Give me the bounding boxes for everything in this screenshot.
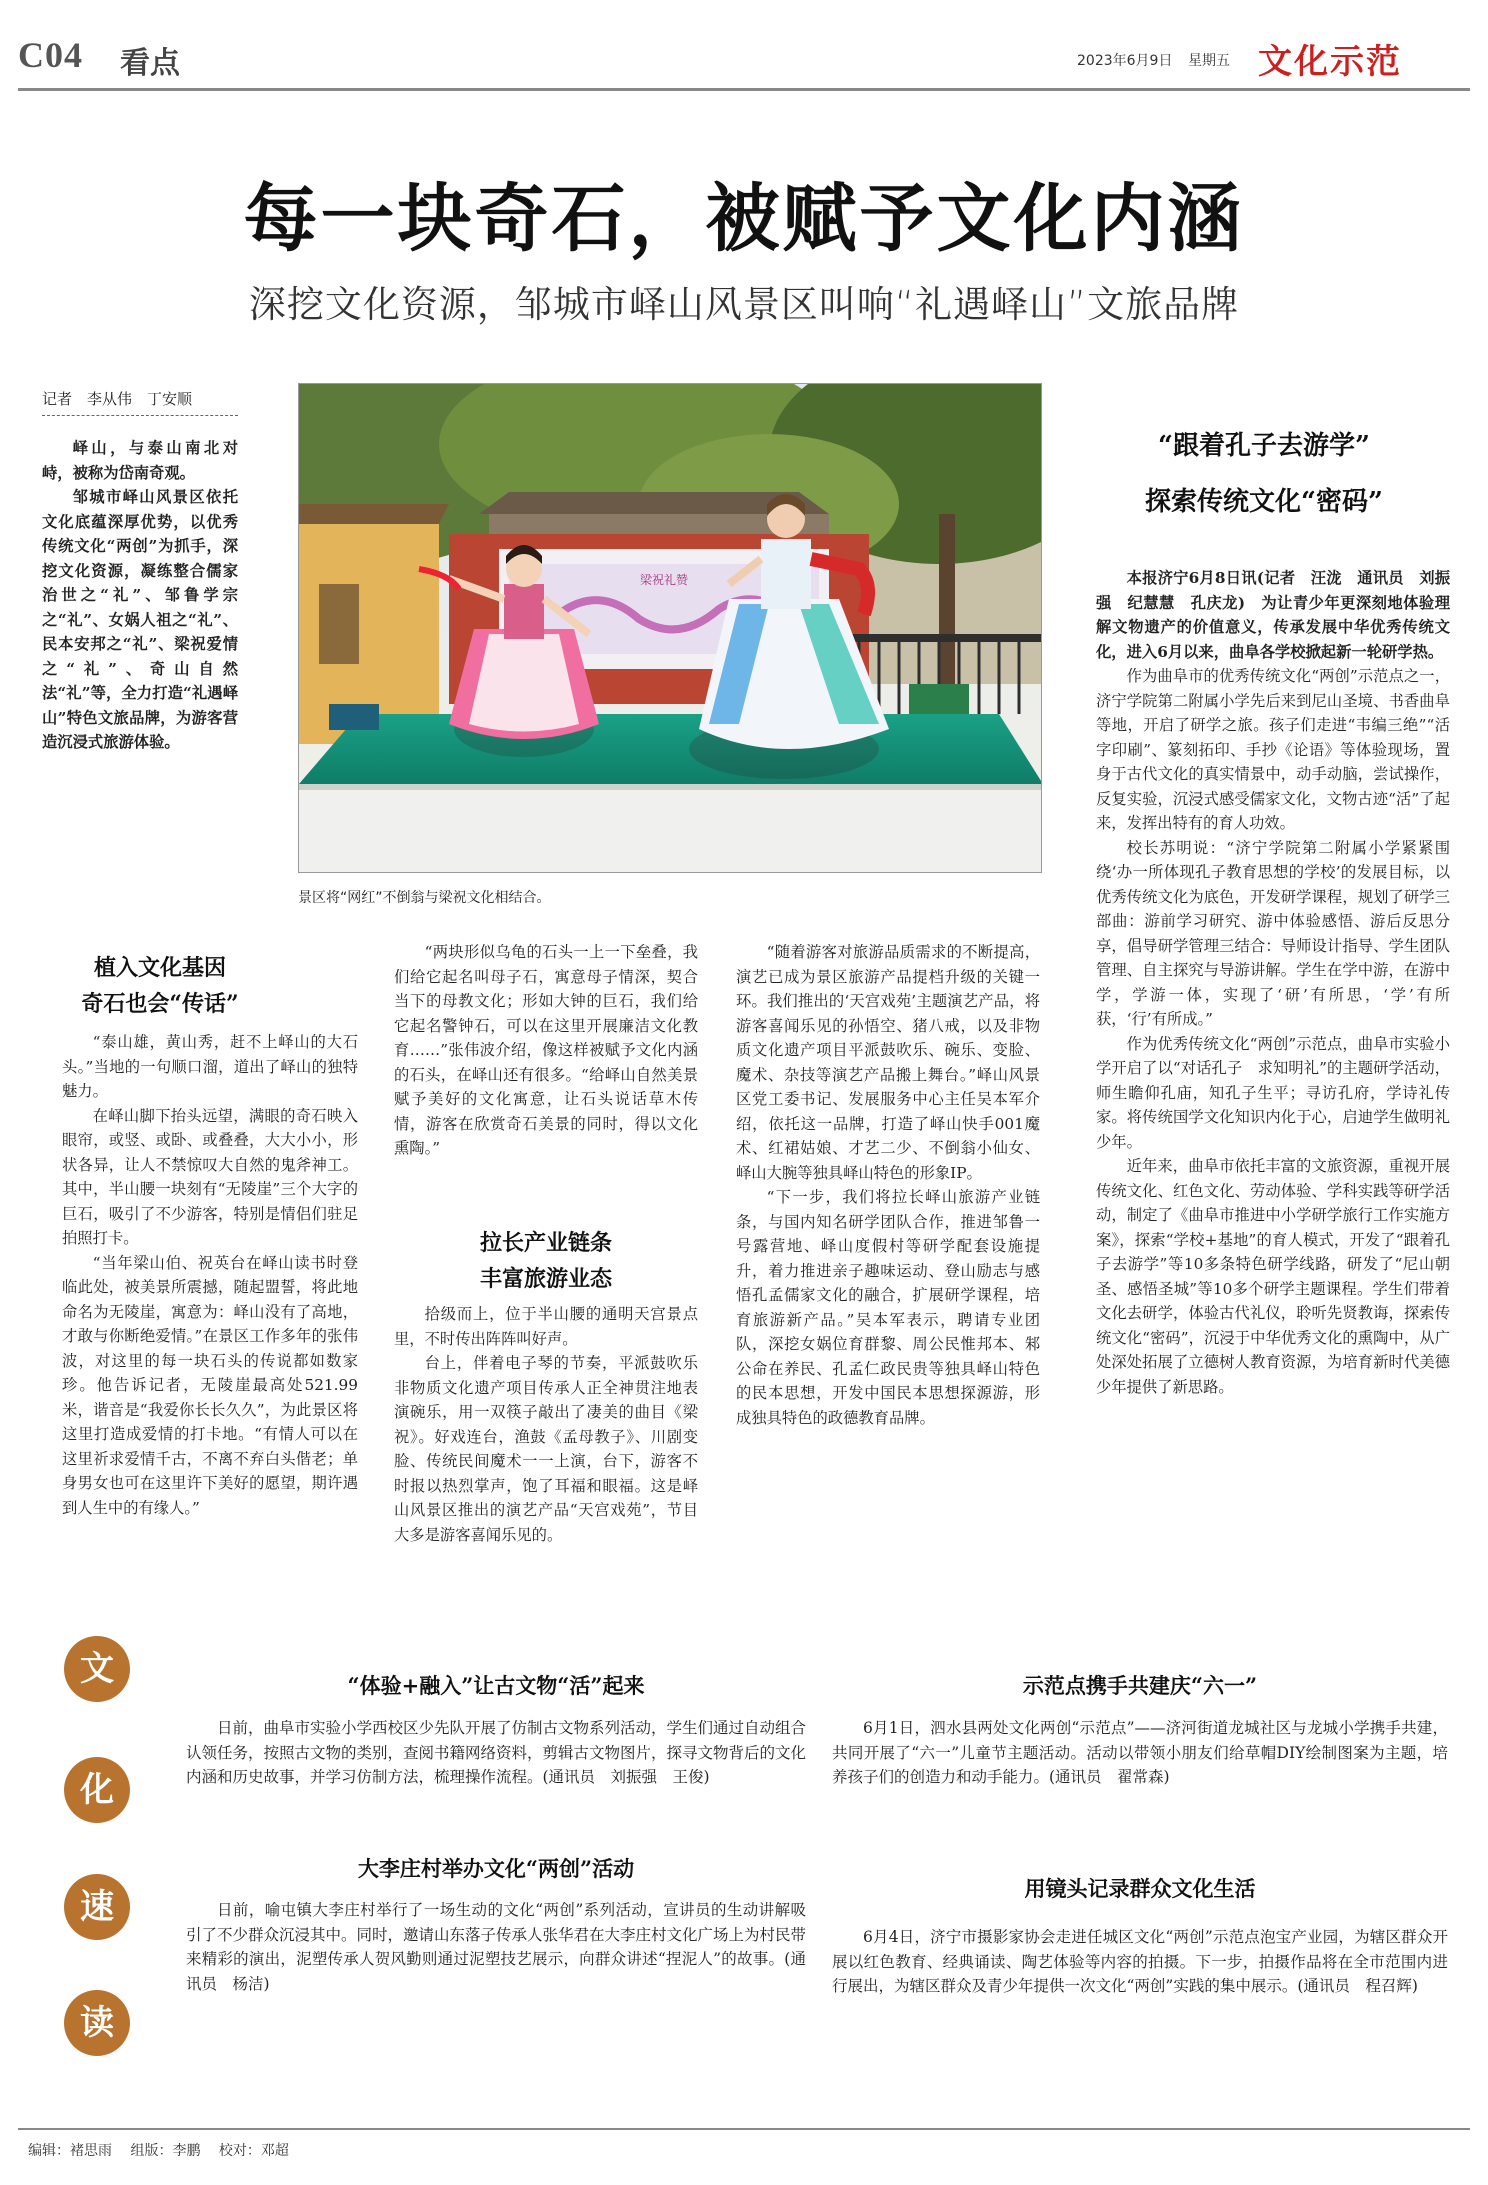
section1-title-line2: 奇石也会“传话” xyxy=(81,991,239,1017)
page-number: C04 xyxy=(18,35,83,75)
section1-title-line1: 植入文化基因 xyxy=(93,955,226,981)
news-title: 用镜头记录群众文化生活 xyxy=(1024,1876,1256,1901)
section3-paragraph: 近年来，曲阜市依托丰富的文旅资源，重视开展传统文化、红色文化、劳动体验、学科实践等研学活动，制定了《曲阜市推进中小学研学旅行工作实施方案》，探索“学校+基地”的育人模式，开发了“跟着孔子去游学”等10多条特色研学线路，研发了“尼山朝圣、感悟圣城”等10多个研学主题课程。学生们带着文化去研学，体验古代礼仪，聆听先贤教诲，探索传统文化“密码”，沉浸于中华优秀文化的熏陶中，从广处深处拓展了立德树人教育资源，为培育新时代美德少年提供了新思路。 xyxy=(1096,1157,1450,1396)
section2-paragraph: “下一步，我们将拉长峄山旅游产业链条，与国内知名研学团队合作，推进邹鲁一号露营地、峄山度假村等研学配套设施提升，着力推进亲子趣味运动、登山励志与感悟孔孟儒家文化的融合，扩展研学课程，培育旅游新产品。”吴本军表示，聘请专业团队，深挖女娲位育群黎、周公民惟邦本、邾公命在养民、孔孟仁政民贵等独具峄山特色的民本思想，开发中国民本思想探源游，形成独具特色的政德教育品牌。 xyxy=(736,1188,1040,1427)
section2-paragraph: 拾级而上，位于半山腰的通明天宫景点里，不时传出阵阵叫好声。 xyxy=(394,1305,698,1348)
news-body xyxy=(832,1716,1448,1790)
news-title: 示范点携手共建庆“六一” xyxy=(1022,1673,1258,1698)
section1-paragraph: “当年梁山伯、祝英台在峄山读书时登临此处，被美景所震撼，随起盟誓，将此地命名为无陵崖，寓意为：峄山没有了高地，才敢与你断绝爱情。”在景区工作多年的张伟波，对这里的每一块石头的传说都如数家珍。他告诉记者，无陵崖最高处521.99米，谐音是“我爱你长长久久”，为此景区将这里打造成爱情的打卡地。“有情人可以在这里祈求爱情千古，不离不弃白头偕老；单身男女也可在这里许下美好的愿望，期许遇到人生中的有缘人。” xyxy=(62,1253,358,1517)
section1-paragraph: 在峄山脚下抬头远望，满眼的奇石映入眼帘，或竖、或卧、或叠叠，大大小小，形状各异，让人不禁惊叹大自然的鬼斧神工。其中，半山腰一块刻有“无陵崖”三个大字的巨石，吸引了不少游客，特别是情侣们驻足拍照打卡。 xyxy=(62,1106,358,1247)
section3-dateline: 本报济宁6月8日讯(记者 汪泷 通讯员 刘振强 纪慧慧 孔庆龙) 为让青少年更深刻地体验理解文物遗产的价值意义，传承发展中华优秀传统文化，进入6月以来，曲阜各学校掀起新一轮研学热。 xyxy=(1096,569,1450,661)
section3-paragraph: 校长苏明说：“济宁学院第二附属小学紧紧围绕‘办一所体现孔子教育思想的学校’的发展目标，以优秀传统文化为底色，开发研学课程，规划了研学三部曲：游前学习研究、游中体验感悟、游后反思分享，倡导研学管理三结合：导师设计指导、学生团队管理、自主探究与导游讲解。学生在学中游，在游中学，学游一体，实现了‘研’有所思，‘学’有所获，‘行’有所成。” xyxy=(1096,838,1450,1028)
footer-editor: 编辑：褚思雨 xyxy=(28,2143,112,2159)
section3-title-line1: “跟着孔子去游学” xyxy=(1158,431,1370,461)
news-paragraph: 6月1日，泗水县两处文化两创“示范点”——济河街道龙城社区与龙城小学携手共建，共同开展了“六一”儿童节主题活动。活动以带领小朋友们给草帽DIY绘制图案为主题，培养孩子们的创造力和动手能力。(通讯员 翟常森) xyxy=(832,1719,1448,1786)
section2-body-cont xyxy=(736,940,1040,1430)
news-paragraph: 日前，喻屯镇大李庄村举行了一场生动的文化“两创”系列活动，宣讲员的生动讲解吸引了不少群众沉浸其中。同时，邀请山东落子传承人张华君在大李庄村文化广场上为村民带来精彩的演出，泥塑传承人贺风勤则通过泥塑技艺展示，向群众讲述“捏泥人”的故事。(通讯员 杨洁) xyxy=(186,1901,807,1993)
news-title: 大李庄村举办文化“两创”活动 xyxy=(357,1856,635,1881)
section2-body xyxy=(394,1302,698,1547)
section1-title xyxy=(62,950,258,1022)
quick-read-circle: 化 xyxy=(64,1757,130,1823)
issue-date: 2023年6月9日 xyxy=(1077,53,1173,69)
section1-body-cont xyxy=(394,940,698,1161)
news-paragraph: 6月4日，济宁市摄影家协会走进任城区文化“两创”示范点泡宝产业园，为辖区群众开展以红色教育、经典诵读、陶艺体验等内容的拍摄。下一步，拍摄作品将在全市范围内进行展出，为辖区群众及青少年提供一次文化“两创”实践的集中展示。(通讯员 程召辉) xyxy=(832,1928,1448,1995)
quick-read-circle: 文 xyxy=(64,1636,130,1702)
intro-paragraph: 邹城市峄山风景区依托文化底蕴深厚优势，以优秀传统文化“两创”为抓手，深挖文化资源，凝练整合儒家治世之“礼”、邹鲁学宗之“礼”、女娲人祖之“礼”、民本安邦之“礼”、梁祝爱情之“礼”、奇山自然法“礼”等，全力打造“礼遇峄山”特色文旅品牌，为游客营造沉浸式旅游体验。 xyxy=(42,488,238,751)
issue-weekday: 星期五 xyxy=(1188,53,1230,69)
section1-body xyxy=(62,1030,358,1520)
photo-illustration xyxy=(299,384,1042,873)
footer-layout: 组版：李鹏 xyxy=(130,2143,201,2159)
news-paragraph: 日前，曲阜市实验小学西校区少先队开展了仿制古文物系列活动，学生们通过自动组合认领任务，按照古文物的类别，查阅书籍网络资料，剪辑古文物图片，探寻文物背后的文化内涵和历史故事，并学习仿制方法，梳理操作流程。(通讯员 刘振强 王俊) xyxy=(186,1719,807,1786)
quick-read-circle: 读 xyxy=(64,1990,130,2056)
intro-text xyxy=(42,436,238,755)
news-body xyxy=(186,1898,806,1996)
section3-title xyxy=(1078,418,1450,530)
section3-title-line2: 探索传统文化“密码” xyxy=(1145,487,1383,517)
section1-paragraph: “泰山雄，黄山秀，赶不上峄山的大石头。”当地的一句顺口溜，道出了峄山的独特魅力。 xyxy=(62,1033,358,1100)
header-divider xyxy=(18,88,1470,91)
photo-caption: 景区将“网红”不倒翁与梁祝文化相结合。 xyxy=(298,890,551,906)
footer-divider xyxy=(18,2128,1470,2130)
section2-title-line2: 丰富旅游业态 xyxy=(479,1266,612,1292)
section3-paragraph: 作为曲阜市的优秀传统文化“两创”示范点之一，济宁学院第二附属小学先后来到尼山圣境、书香曲阜等地，开启了研学之旅。孩子们走进“韦编三绝”“活字印刷”、篆刻拓印、手抄《论语》等体验现场，置身于古代文化的真实情景中，动手动脑，尝试操作，反复实验，沉浸式感受儒家文化，文物古迹“活”了起来，发挥出特有的育人功效。 xyxy=(1096,667,1450,832)
footer-proof: 校对：邓超 xyxy=(218,2143,289,2159)
footer-credits xyxy=(28,2140,303,2160)
section2-title-line1: 拉长产业链条 xyxy=(479,1230,612,1256)
photo-sign-text: 梁祝礼赞 xyxy=(639,573,689,587)
news-body xyxy=(832,1925,1448,1999)
masthead-logo: 文化示范 xyxy=(1258,42,1402,82)
byline: 记者 李从伟 丁安顺 xyxy=(42,388,238,416)
section2-paragraph: 台上，伴着电子琴的节奏，平派鼓吹乐非物质文化遗产项目传承人正全神贯注地表演碗乐，用一双筷子敲出了凄美的曲目《梁祝》。好戏连台，渔鼓《孟母教子》、川剧变脸、传统民间魔术一一上演，台下，游客不时报以热烈掌声，饱了耳福和眼福。这是峄山风景区推出的演艺产品“天宫戏苑”，节目大多是游客喜闻乐见的。 xyxy=(394,1354,698,1544)
section2-title xyxy=(394,1225,698,1297)
quick-read-circle: 速 xyxy=(64,1874,130,1940)
section2-paragraph: “随着游客对旅游品质需求的不断提高，演艺已成为景区旅游产品提档升级的关键一环。我们推出的‘天宫戏苑’主题演艺产品，将游客喜闻乐见的孙悟空、猪八戒，以及非物质文化遗产项目平派鼓吹乐、碗乐、变脸、魔术、杂技等演艺产品搬上舞台。”峄山风景区党工委书记、发展服务中心主任吴本军介绍，依托这一品牌，打造了峄山快手001魔术、红裙姑娘、才艺二少、不倒翁小仙女、峄山大腕等独具峄山特色的形象IP。 xyxy=(736,943,1040,1182)
news-body xyxy=(186,1716,806,1790)
news-title: “体验+融入”让古文物“活”起来 xyxy=(347,1673,645,1698)
section1-paragraph: “两块形似乌龟的石头一上一下垒叠，我们给它起名叫母子石，寓意母子情深，契合当下的母教文化；形如大钟的巨石，我们给它起名警钟石，可以在这里开展廉洁文化教育……”张伟波介绍，像这样被赋予文化内涵的石头，在峄山还有很多。“给峄山自然美景赋予美好的文化寓意，让石头说话草木传情，游客在欣赏奇石美景的同时，得以文化熏陶。” xyxy=(394,943,698,1157)
section3-body xyxy=(1096,566,1450,1399)
article-photo xyxy=(298,383,1042,873)
intro-paragraph: 峄山，与泰山南北对峙，被称为岱南奇观。 xyxy=(42,439,238,482)
section-name: 看点 xyxy=(120,46,180,81)
sub-headline: 深挖文化资源，邹城市峄山风景区叫响“礼遇峄山”文旅品牌 xyxy=(248,283,1240,326)
section3-paragraph: 作为优秀传统文化“两创”示范点，曲阜市实验小学开启了以“对话孔子 求知明礼”的主题研学活动，师生瞻仰孔庙，知孔子生平；寻访孔府，学诗礼传家。将传统国学文化知识内化于心，启迪学生做明礼少年。 xyxy=(1096,1034,1450,1151)
main-headline: 每一块奇石，被赋予文化内涵 xyxy=(243,176,1245,262)
